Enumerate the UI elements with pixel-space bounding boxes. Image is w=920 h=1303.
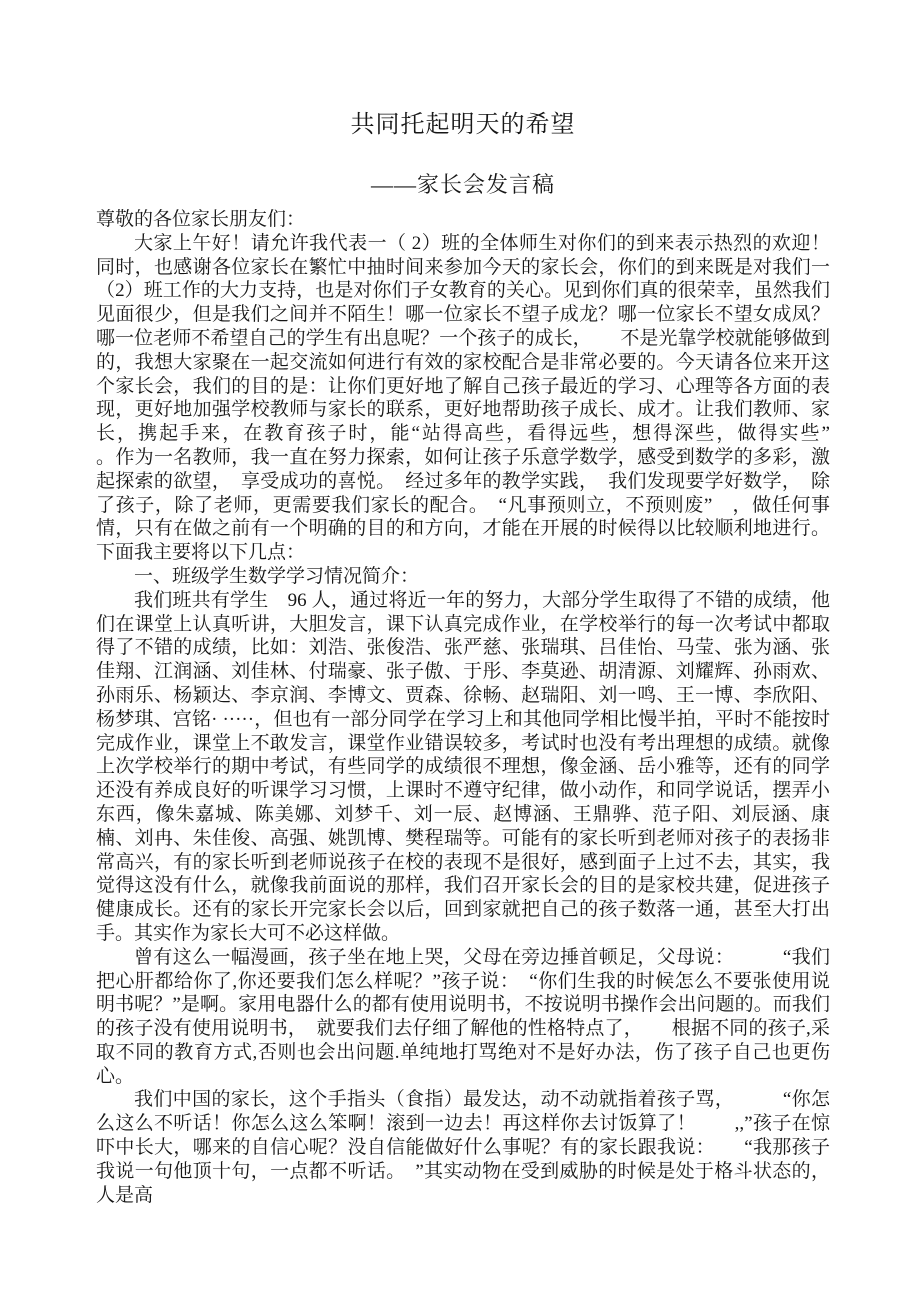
document-title: 共同托起明天的希望 <box>350 112 576 138</box>
paragraph-class-study-overview: 我们班共有学生 96 人，通过将近一年的努力，大部分学生取得了不错的成绩，他们在课堂上认真听讲，大胆发言，课下认真完成作业，在学校举行的每一次考试中都取得了不错的成绩，比如：刘浩、张俊浩、张严慈、张瑞琪、吕佳怡、马莹、张为涵、张佳翔、江润涵、刘佳林、付瑞豪、张子傲、于彤、李莫逊、胡清源、刘耀辉、孙雨欢、孙雨乐、杨颖达、李京润、李博文、贾森、徐畅、赵瑞阳、刘一鸣、王一博、李欣阳、杨梦琪、宫铭· ·····，但也有一部分同学在学习上和其他同学相比慢半拍，平时不能按时完成作业，课堂上不敢发言，课堂作业错误较多，考试时也没有考出理想的成绩。就像上次学校举行的期中考试，有些同学的成绩很不理想，像金涵、岳小雅等，还有的同学还没有养成良好的听课学习习惯，上课时不遵守纪律，做小动作，和同学说话，摆弄小东西，像朱嘉城、陈美娜、刘梦千、刘一辰、赵博涵、王鼎骅、范子阳、刘辰涵、康楠、刘冉、朱佳俊、高强、姚凯博、樊程瑞等。可能有的家长听到老师对孩子的表扬非常高兴，有的家长听到老师说孩子在校的表现不是很好，感到面子上过不去，其实，我觉得这没有什么，就像我前面说的那样，我们召开家长会的目的是家校共建，促进孩子健康成长。还有的家长开完家长会以后，回到家就把自己的孩子数落一通，甚至大打出手。其实作为家长大可不必这样做。 <box>96 589 830 944</box>
paragraph-cartoon-anecdote: 曾有这么一幅漫画，孩子坐在地上哭，父母在旁边捶首顿足，父母说： “我们把心肝都给你了,你还要我们怎么样呢？”孩子说： “你们生我的时候怎么不要张使用说明书呢？”是啊。家用电器什么的都有使用说明书，不按说明书操作会出问题的。而我们的孩子没有使用说明书， 就要我们去仔细了解他的性格特点了， 根据不同的孩子,采取不同的教育方式,否则也会出问题.单纯地打骂绝对不是好办法，伤了孩子自己也更伤心。 <box>96 946 830 1087</box>
document-body <box>96 208 888 1207</box>
salutation-line: 尊敬的各位家长朋友们： <box>96 209 306 230</box>
document-subtitle: ——家长会发言稿 <box>370 172 555 197</box>
section-heading-class-overview: 一、班级学生数学学习情况简介： <box>134 565 420 587</box>
paragraph-opening-welcome: 大家上午好！请允许我代表一（ 2）班的全体师生对你们的到来表示热烈的欢迎！同时，也感谢各位家长在繁忙中抽时间来参加今天的家长会，你们的到来既是对我们一（2）班工作的大力支持，也是对你们子女教育的关心。见到你们真的很荣幸，虽然我们见面很少，但是我们之间并不陌生！哪一位家长不望子成龙？哪一位家长不望女成凤？哪一位老师不希望自己的学生有出息呢？一个孩子的成长， 不是光靠学校就能够做到的，我想大家聚在一起交流如何进行有效的家校配合是非常必要的。今天请各位来开这个家长会，我们的目的是：让你们更好地了解自己孩子最近的学习、心理等各方面的表现，更好地加强学校教师与家长的联系，更好地帮助孩子成长、成才。让我们教师、家长，携起手来，在教育孩子时，能“站得高些，看得远些，想得深些，做得实些” 。作为一名教师，我一直在努力探索，如何让孩子乐意学数学，感受到数学的多彩，激起探索的欲望， 享受成功的喜悦。 经过多年的教学实践， 我们发现要学好数学， 除了孩子，除了老师，更需要我们家长的配合。 “凡事预则立，不预则废” ，做任何事情，只有在做之前有一个明确的目的和方向，才能在开展的时候得以比较顺利地进行。下面我主要将以下几点： <box>96 232 888 564</box>
paragraph-scolding-habits: 我们中国的家长，这个手指头（食指）最发达，动不动就指着孩子骂， “你怎么这么不听话！你怎么这么笨啊！滚到一边去！再这样你去讨饭算了！ ,,”孩子在惊吓中长大，哪来的自信心呢？没自信能做好什么事呢？有的家长跟我说： “我那孩子我说一句他顶十句，一点都不听话。 ”其实动物在受到威胁的时候是处于格斗状态的，人是高 <box>96 1089 830 1206</box>
